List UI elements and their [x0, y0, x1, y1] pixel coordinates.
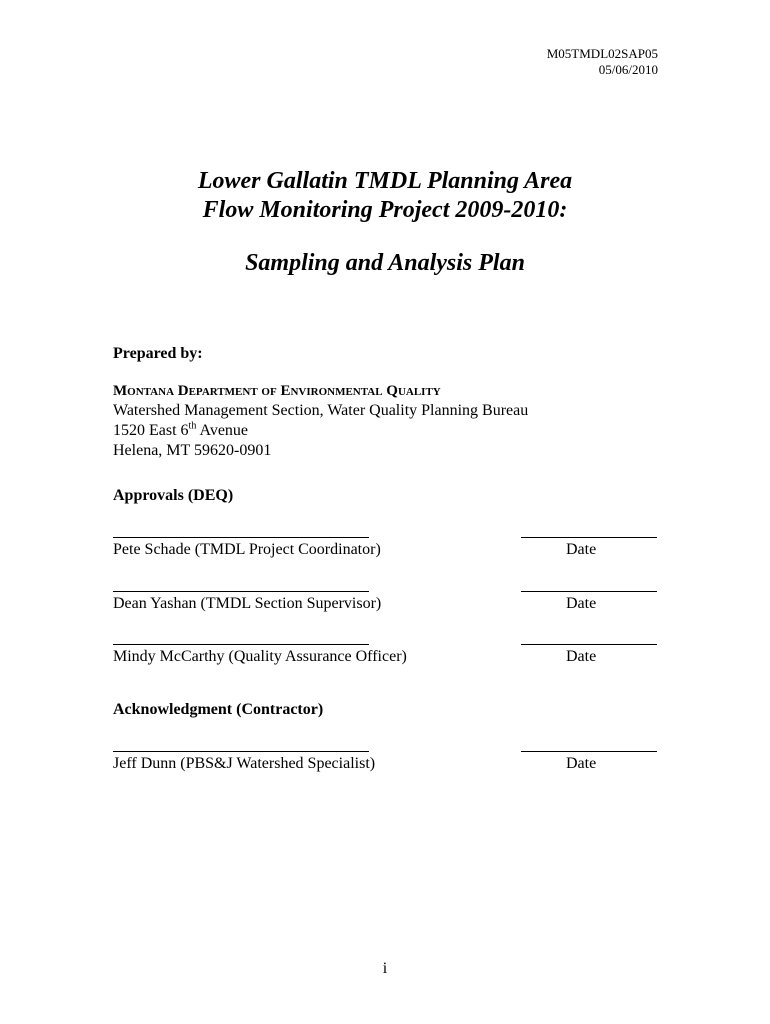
date-label: Date [566, 755, 597, 772]
document-date: 05/06/2010 [598, 62, 658, 77]
subtitle: Sampling and Analysis Plan [245, 250, 525, 276]
signer-name: Mindy McCarthy (Quality Assurance Officer) [113, 648, 407, 665]
page-number: i [382, 960, 388, 977]
city-state-zip: Helena, MT 59620-0901 [113, 442, 272, 459]
title-line-1: Lower Gallatin TMDL Planning Area [197, 168, 573, 194]
signature-line[interactable] [113, 751, 369, 752]
document-identifier [547, 46, 658, 78]
street-address-superscript: th [188, 420, 197, 432]
signature-line[interactable] [113, 537, 369, 538]
street-address-pre: 1520 East 6 [113, 422, 189, 439]
date-line[interactable] [521, 644, 657, 645]
signature-line[interactable] [113, 591, 369, 592]
acknowledgment-heading: Acknowledgment (Contractor) [113, 701, 324, 718]
organization-address [113, 381, 528, 461]
signer-name: Pete Schade (TMDL Project Coordinator) [113, 541, 381, 558]
document-code: M05TMDL02SAP05 [546, 46, 658, 61]
prepared-by-heading: Prepared by: [113, 345, 203, 362]
approvals-heading: Approvals (DEQ) [113, 487, 234, 504]
date-line[interactable] [521, 591, 657, 592]
date-label: Date [566, 541, 597, 558]
date-label: Date [566, 648, 597, 665]
signer-name: Jeff Dunn (PBS&J Watershed Specialist) [113, 755, 376, 772]
date-label: Date [566, 595, 597, 612]
organization-section: Watershed Management Section, Water Quality Planning Bureau [113, 402, 529, 419]
date-line[interactable] [521, 537, 657, 538]
signer-name: Dean Yashan (TMDL Section Supervisor) [113, 595, 382, 612]
organization-name: Montana Department of Environmental Quality [113, 383, 441, 399]
street-address-post: Avenue [196, 422, 249, 439]
signature-line[interactable] [113, 644, 369, 645]
title-line-2: Flow Monitoring Project 2009-2010: [202, 197, 568, 223]
date-line[interactable] [521, 751, 657, 752]
street-address [113, 421, 528, 441]
